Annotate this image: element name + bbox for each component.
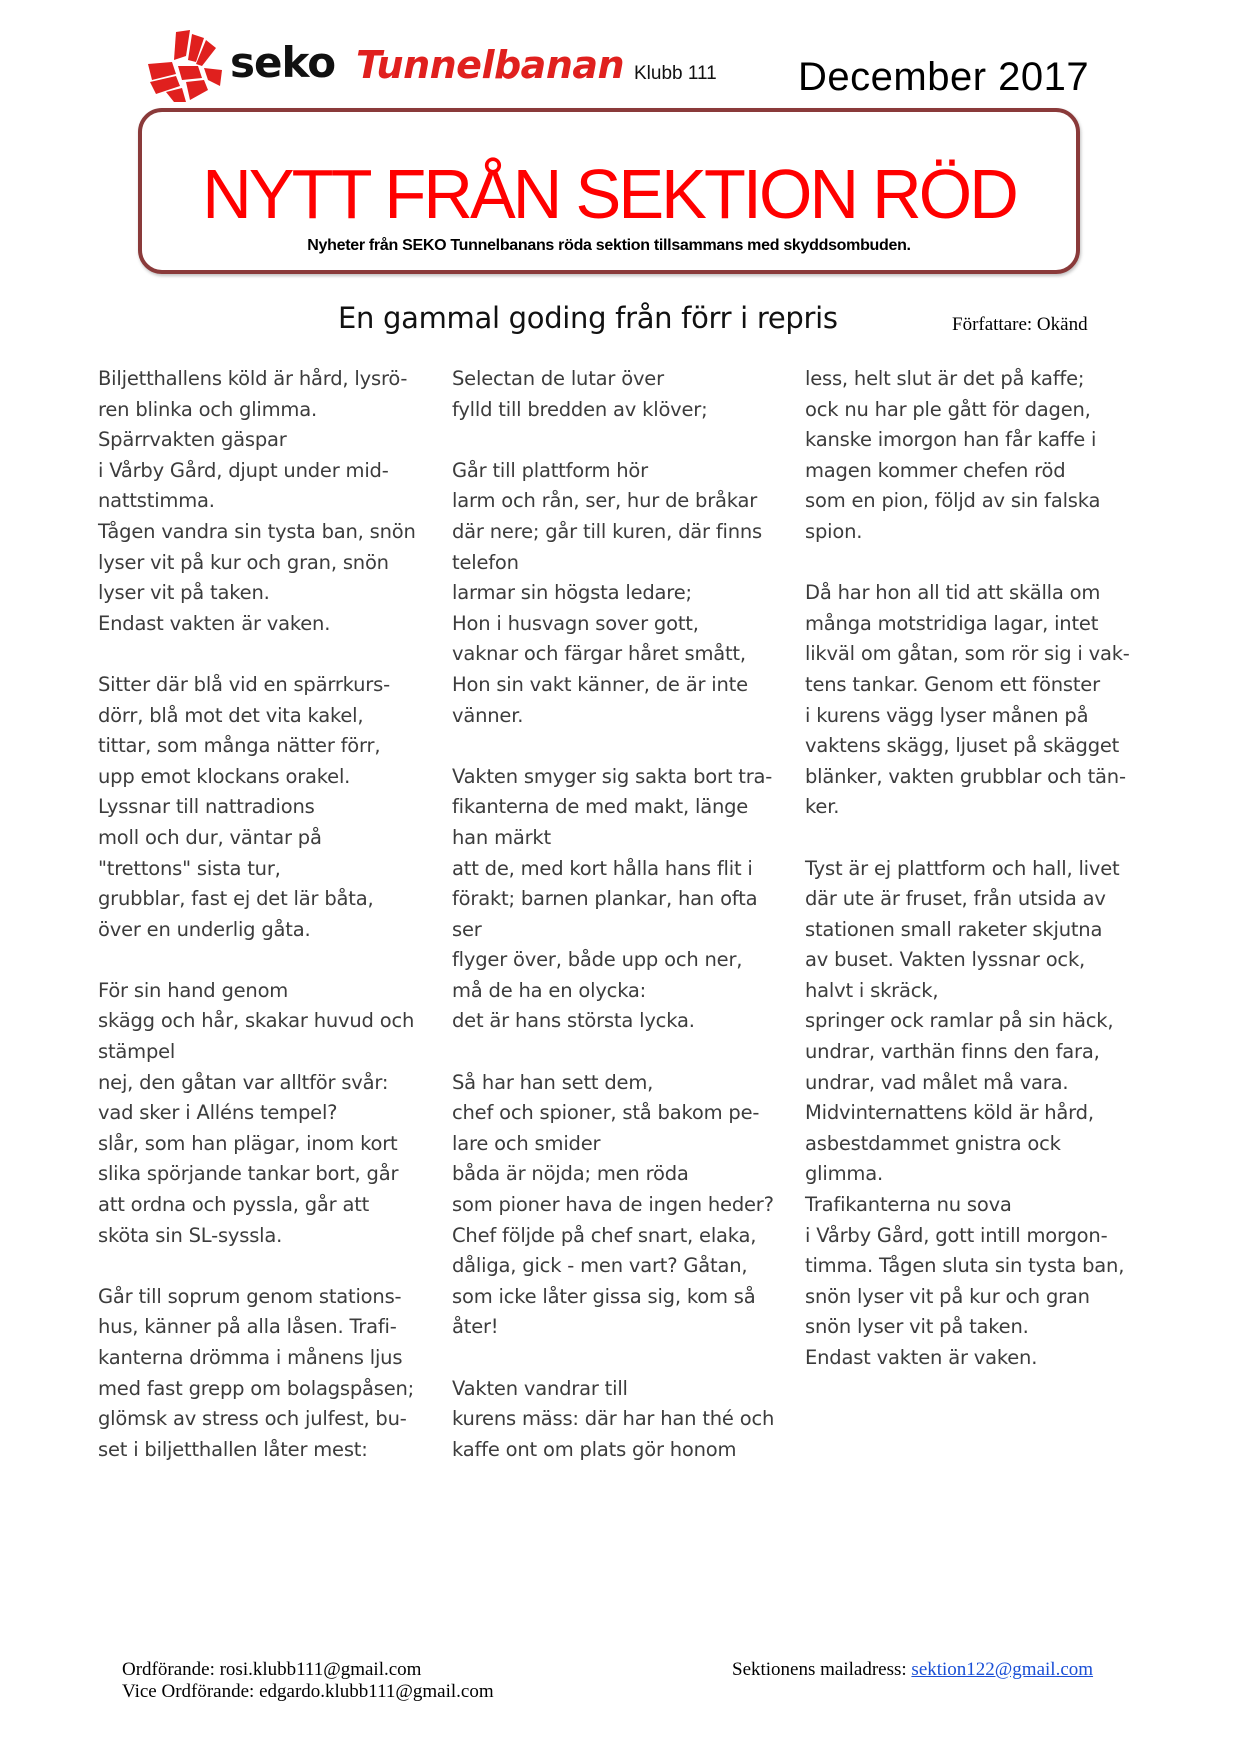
poem-line: med fast grepp om bolagspåsen;: [98, 1376, 415, 1400]
poem-line: asbestdammet gnistra ock: [805, 1131, 1061, 1155]
poem-line: Endast vakten är vaken.: [98, 611, 331, 635]
stanza-break: [98, 945, 443, 976]
poem-line: kurens mäss: där har han thé och: [452, 1407, 775, 1431]
poem-line: att ordna och pyssla, går att: [98, 1193, 370, 1217]
poem-line: åter!: [452, 1315, 499, 1339]
poem-line: magen kommer chefen röd: [805, 458, 1066, 482]
poem-line: sköta sin SL-syssla.: [98, 1223, 283, 1247]
poem-line: lyser vit på kur och gran, snön: [98, 550, 389, 574]
poem-line: där nere; går till kuren, där finns: [452, 519, 762, 543]
poem-line: snön lyser vit på taken.: [805, 1315, 1029, 1339]
poem-line: halvt i skräck,: [805, 978, 939, 1002]
poem-line: less, helt slut är det på kaffe;: [805, 367, 1085, 390]
poem-line: För sin hand genom: [98, 978, 289, 1002]
stanza-break: [452, 1343, 797, 1374]
stanza-break: [452, 731, 797, 762]
poem-line: Går till soprum genom stations-: [98, 1284, 402, 1308]
poem-line: grubblar, fast ej det lär båta,: [98, 887, 374, 911]
poem-line: springer ock ramlar på sin häck,: [805, 1009, 1114, 1033]
poem-line: glimma.: [805, 1162, 883, 1186]
poem-line: Endast vakten är vaken.: [805, 1346, 1038, 1369]
poem-line: dörr, blå mot det vita kakel,: [98, 703, 364, 727]
poem-line: Tågen vandra sin tysta ban, snön: [98, 519, 416, 543]
poem-line: stationen small raketer skjutna: [805, 917, 1103, 941]
poem-line: Vakten vandrar till: [452, 1376, 628, 1400]
poem-line: upp emot klockans orakel.: [98, 764, 351, 788]
poem-line: Hon i husvagn sover gott,: [452, 611, 699, 635]
club-label: Klubb 111: [634, 63, 717, 84]
footer-vice-chair-contact: Vice Ordförande: edgardo.klubb111@gmail.com: [122, 1681, 494, 1702]
poem-line: att de, med kort hålla hans flit i: [452, 856, 753, 880]
stanza-break: [452, 1037, 797, 1068]
section-mail-label: Sektionens mailadress:: [732, 1659, 912, 1680]
poem-line: Tyst är ej plattform och hall, livet: [805, 856, 1120, 880]
poem-line: larmar sin högsta ledare;: [452, 581, 692, 605]
poem-line: kanske imorgon han får kaffe i: [805, 428, 1097, 452]
poem-line: hus, känner på alla låsen. Trafi-: [98, 1315, 397, 1339]
poem-line: dåliga, gick - men vart? Gåtan,: [452, 1254, 748, 1278]
masthead-subtitle: Nyheter från SEKO Tunnelbanans röda sektion tillsammans med skyddsombuden.: [307, 237, 911, 254]
poem-line: ker.: [805, 795, 840, 819]
stanza-break: [98, 639, 443, 670]
poem-line: glömsk av stress och julfest, bu-: [98, 1407, 407, 1431]
poem-line: stämpel: [98, 1040, 176, 1064]
poem-line: kaffe ont om plats gör honom: [452, 1437, 737, 1461]
poem-line: lare och smider: [452, 1131, 601, 1155]
masthead-title: NYTT FRÅN SEKTION RÖD: [202, 155, 1016, 233]
poem-line: set i biljetthallen låter mest:: [98, 1437, 368, 1461]
logo-icon: [146, 30, 224, 102]
poem-line: Spärrvakten gäspar: [98, 428, 287, 452]
stanza-break: [805, 548, 1150, 579]
poem-line: Då har hon all tid att skälla om: [805, 581, 1101, 605]
poem-line: Chef följde på chef snart, elaka,: [452, 1223, 757, 1247]
poem-line: vaktens skägg, ljuset på skägget: [805, 734, 1120, 758]
poem-line: fikanterna de med makt, länge: [452, 795, 749, 819]
poem-line: i Vårby Gård, djupt under mid-: [98, 458, 389, 482]
poem-line: timma. Tågen sluta sin tysta ban,: [805, 1254, 1125, 1278]
poem-line: Så har han sett dem,: [452, 1070, 654, 1094]
poem-line: tens tankar. Genom ett fönster: [805, 672, 1100, 696]
poem-line: vänner.: [452, 703, 524, 727]
article-title: En gammal goding från förr i repris: [338, 301, 838, 335]
poem-line: Biljetthallens köld är hård, lysrö-: [98, 367, 408, 390]
poem-line: telefon: [452, 550, 519, 574]
poem-line: Vakten smyger sig sakta bort tra-: [452, 764, 773, 788]
poem-line: som en pion, följd av sin falska: [805, 489, 1101, 513]
poem-line: larm och rån, ser, hur de bråkar: [452, 489, 758, 513]
poem-line: vad sker i Alléns tempel?: [98, 1101, 338, 1125]
poem-line: likväl om gåtan, som rör sig i vak-: [805, 642, 1130, 666]
poem-line: där ute är fruset, från utsida av: [805, 887, 1106, 911]
section-mail-link[interactable]: sektion122@gmail.com: [911, 1659, 1094, 1680]
issue-date: December 2017: [798, 55, 1090, 99]
poem-line: vaknar och färgar håret smått,: [452, 642, 746, 666]
article-column-2: [452, 364, 797, 1465]
poem-line: slika spörjande tankar bort, går: [98, 1162, 399, 1186]
poem-line: som pioner hava de ingen heder?: [452, 1193, 774, 1217]
poem-line: det är hans största lycka.: [452, 1009, 695, 1033]
poem-line: han märkt: [452, 825, 551, 849]
poem-line: Trafikanterna nu sova: [805, 1193, 1012, 1217]
poem-line: Går till plattform hör: [452, 458, 648, 482]
article-column-3: [805, 364, 1150, 1374]
poem-line: flyger över, både upp och ner,: [452, 948, 743, 972]
poem-line: nej, den gåtan var alltför svår:: [98, 1070, 389, 1094]
poem-line: Lyssnar till nattradions: [98, 795, 315, 819]
poem-line: av buset. Vakten lyssnar ock,: [805, 948, 1086, 972]
poem-line: som icke låter gissa sig, kom så: [452, 1284, 756, 1308]
poem-line: undrar, varthän finns den fara,: [805, 1040, 1100, 1064]
poem-line: moll och dur, väntar på: [98, 825, 322, 849]
poem-line: nattstimma.: [98, 489, 215, 513]
poem-line: lyser vit på taken.: [98, 581, 270, 605]
stanza-break: [805, 823, 1150, 854]
poem-line: må de ha en olycka:: [452, 978, 647, 1002]
stanza-break: [452, 425, 797, 456]
poem-line: slår, som han plägar, inom kort: [98, 1131, 398, 1155]
poem-line: Selectan de lutar över: [452, 367, 664, 390]
poem-line: i Vårby Gård, gott intill morgon-: [805, 1223, 1108, 1247]
poem-line: chef och spioner, stå bakom pe-: [452, 1101, 760, 1125]
poem-line: fylld till bredden av klöver;: [452, 397, 708, 421]
brand-subtitle: Tunnelbanan: [356, 43, 625, 87]
article-author: Författare: Okänd: [952, 314, 1088, 335]
poem-line: snön lyser vit på kur och gran: [805, 1284, 1090, 1308]
poem-line: tittar, som många nätter förr,: [98, 734, 381, 758]
poem-line: Hon sin vakt känner, de är inte: [452, 672, 748, 696]
poem-line: i kurens vägg lyser månen på: [805, 703, 1089, 727]
poem-line: många motstridiga lagar, intet: [805, 611, 1099, 635]
footer-chair-contact: Ordförande: rosi.klubb111@gmail.com: [122, 1659, 422, 1680]
poem-line: skägg och hår, skakar huvud och: [98, 1009, 415, 1033]
poem-line: undrar, vad målet må vara.: [805, 1070, 1069, 1094]
poem-line: spion.: [805, 519, 863, 543]
poem-line: blänker, vakten grubblar och tän-: [805, 764, 1126, 788]
poem-line: kanterna drömma i månens ljus: [98, 1346, 403, 1369]
brand-name: seko: [230, 38, 336, 87]
poem-line: förakt; barnen plankar, han ofta: [452, 887, 758, 911]
poem-line: "trettons" sista tur,: [98, 856, 281, 880]
masthead-banner: [138, 108, 1080, 274]
stanza-break: [98, 1251, 443, 1282]
poem-line: ser: [452, 917, 482, 941]
poem-line: ren blinka och glimma.: [98, 397, 317, 421]
poem-line: ock nu har ple gått för dagen,: [805, 397, 1091, 421]
poem-line: över en underlig gåta.: [98, 917, 311, 941]
poem-line: Sitter där blå vid en spärrkurs-: [98, 672, 390, 696]
article-column-1: [98, 364, 443, 1465]
poem-line: båda är nöjda; men röda: [452, 1162, 689, 1186]
footer-section-mail: [732, 1659, 1093, 1681]
poem-line: Midvinternattens köld är hård,: [805, 1101, 1094, 1125]
